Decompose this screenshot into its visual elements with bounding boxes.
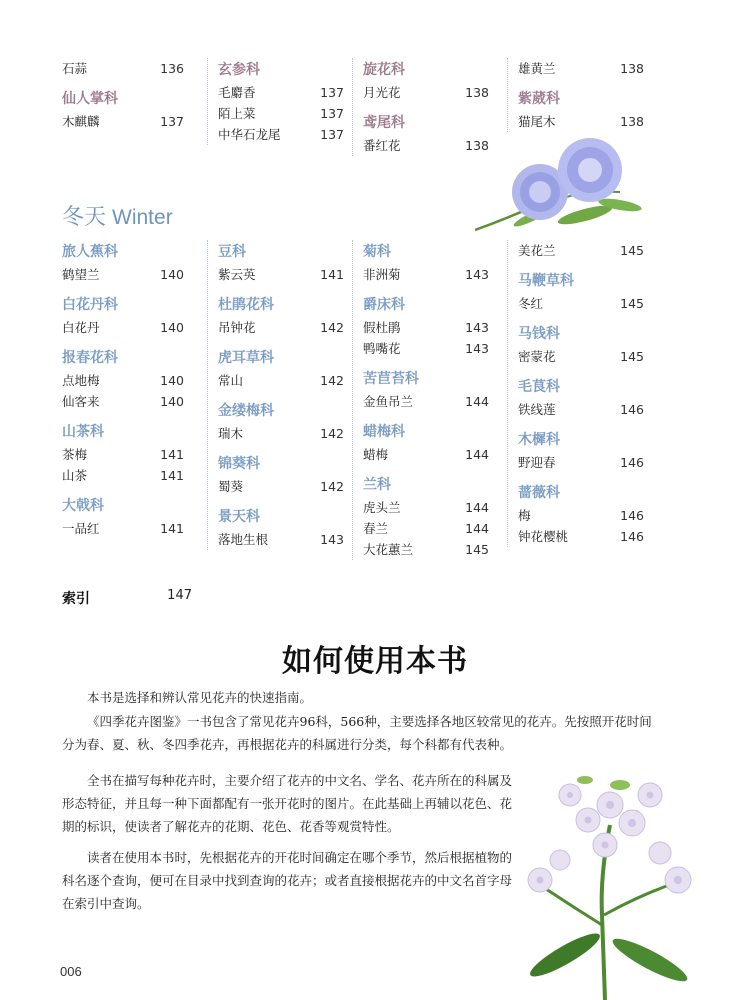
entry-name: 铁线莲 (518, 402, 556, 417)
family-heading: 旋花科 (363, 62, 405, 78)
toc-entry[interactable] (218, 82, 344, 103)
entry-name: 鹤望兰 (62, 267, 100, 282)
toc-entry[interactable] (218, 476, 344, 497)
family-heading: 毛茛科 (518, 379, 560, 395)
toc-entry[interactable] (62, 264, 184, 285)
entry-page: 138 (620, 114, 644, 129)
entry-page: 142 (320, 320, 344, 335)
entry-page: 144 (465, 521, 489, 536)
how-to-paragraph-3: 全书在描写每种花卉时，主要介绍了花卉的中文名、学名、花卉所在的科属及形态特征，并且每一种下面都配有一张开花时的图片。在此基础上再辅以花色、花期的标识，使读者了解花卉的花期、花色、花香等观赏特性。 (62, 773, 513, 834)
family-heading: 爵床科 (363, 297, 405, 313)
family-heading: 大戟科 (62, 498, 104, 514)
entry-page: 146 (620, 529, 644, 544)
entry-name: 石蒜 (62, 61, 88, 76)
family-heading: 马鞭草科 (518, 273, 574, 289)
entry-name: 猫尾木 (518, 114, 556, 129)
toc-entry[interactable] (363, 317, 489, 338)
entry-page: 138 (620, 61, 644, 76)
entry-name: 紫云英 (218, 267, 256, 282)
toc-column (507, 58, 652, 132)
family-heading: 豆科 (218, 244, 246, 260)
how-to-paragraph-4: 读者在使用本书时，先根据花卉的开花时间确定在哪个季节，然后根据植物的科名逐个查询，便可在目录中找到查询的花卉；或者直接根据花卉的中文名首字母在索引中查询。 (62, 850, 513, 911)
toc-entry[interactable] (363, 338, 489, 359)
entry-name: 金鱼吊兰 (363, 394, 414, 409)
how-to-title: 如何使用本书 (282, 644, 468, 679)
entry-name: 白花丹 (62, 320, 100, 335)
family-heading: 虎耳草科 (218, 350, 274, 366)
toc-column (207, 58, 352, 145)
index-label: 索引 (62, 591, 90, 607)
entry-name: 雄黄兰 (518, 61, 556, 76)
entry-page: 141 (160, 447, 184, 462)
family-heading: 马钱科 (518, 326, 560, 342)
toc-entry[interactable] (518, 58, 644, 79)
family-heading: 兰科 (363, 477, 391, 493)
toc-entry[interactable] (218, 103, 344, 124)
entry-page: 140 (160, 320, 184, 335)
toc-entry[interactable] (363, 391, 489, 412)
entry-page: 137 (320, 85, 344, 100)
family-heading: 仙人掌科 (62, 91, 118, 107)
toc-entry[interactable] (518, 111, 644, 132)
family-heading: 木樨科 (518, 432, 560, 448)
toc-entry[interactable] (363, 518, 489, 539)
family-heading: 山茶科 (62, 424, 104, 440)
family-heading: 鸢尾科 (363, 115, 405, 131)
entry-name: 常山 (218, 373, 244, 388)
scabiosa-flower-image (470, 130, 650, 235)
entry-name: 毛麝香 (218, 85, 256, 100)
entry-page: 143 (465, 341, 489, 356)
entry-page: 141 (160, 521, 184, 536)
entry-name: 吊钟花 (218, 320, 256, 335)
toc-entry[interactable] (218, 317, 344, 338)
entry-page: 138 (465, 85, 489, 100)
toc-entry[interactable] (363, 497, 489, 518)
toc-entry[interactable] (363, 444, 489, 465)
family-heading: 菊科 (363, 244, 391, 260)
toc-entry[interactable] (62, 444, 184, 465)
toc-column (207, 240, 352, 550)
family-heading: 苦苣苔科 (363, 371, 419, 387)
toc-entry[interactable] (518, 452, 644, 473)
entry-page: 142 (320, 373, 344, 388)
entry-page: 143 (465, 267, 489, 282)
toc-entry[interactable] (363, 82, 489, 103)
toc-column (352, 240, 497, 560)
entry-name: 茶梅 (62, 447, 88, 462)
family-heading: 旅人蕉科 (62, 244, 118, 260)
toc-entry[interactable] (218, 124, 344, 145)
entry-name: 密蒙花 (518, 349, 556, 364)
entry-name: 钟花樱桃 (518, 529, 569, 544)
toc-entry[interactable] (62, 391, 184, 412)
index-page: 147 (167, 588, 192, 603)
family-heading: 金缕梅科 (218, 403, 274, 419)
toc-entry[interactable] (518, 505, 644, 526)
entry-name: 梅 (518, 508, 531, 523)
family-heading: 蜡梅科 (363, 424, 405, 440)
entry-page: 145 (620, 349, 644, 364)
entry-page: 143 (465, 320, 489, 335)
entry-page: 145 (620, 243, 644, 258)
entry-page: 140 (160, 267, 184, 282)
toc-column (62, 58, 192, 132)
entry-page: 140 (160, 373, 184, 388)
entry-name: 山茶 (62, 468, 88, 483)
entry-name: 木麒麟 (62, 114, 100, 129)
entry-name: 点地梅 (62, 373, 100, 388)
entry-page: 136 (160, 61, 184, 76)
toc-entry[interactable] (62, 111, 184, 132)
entry-page: 146 (620, 455, 644, 470)
toc-entry[interactable] (218, 370, 344, 391)
toc-entry[interactable] (62, 370, 184, 391)
entry-name: 月光花 (363, 85, 401, 100)
entry-page: 144 (465, 500, 489, 515)
season-title-en: Winter (112, 206, 173, 229)
entry-name: 陌上菜 (218, 106, 256, 121)
entry-name: 中华石龙尾 (218, 127, 281, 142)
toc-entry[interactable] (218, 423, 344, 444)
family-heading: 锦葵科 (218, 456, 260, 472)
family-heading: 景天科 (218, 509, 260, 525)
page-number: 006 (60, 964, 82, 979)
family-heading: 杜鹃花科 (218, 297, 274, 313)
entry-name: 冬红 (518, 296, 544, 311)
toc-entry[interactable] (518, 293, 644, 314)
entry-name: 番红花 (363, 138, 401, 153)
how-to-paragraph-2: 《四季花卉图鉴》一书包含了常见花卉96科，566种，主要选择各地区较常见的花卉。先按照开花时间分为春、夏、秋、冬四季花卉，再根据花卉的科属进行分类，每个科都有代表种。 (62, 714, 652, 752)
entry-name: 美花兰 (518, 243, 556, 258)
toc-entry[interactable] (62, 518, 184, 539)
entry-page: 142 (320, 479, 344, 494)
soapwort-flower-image (510, 765, 710, 1000)
toc-entry[interactable] (62, 465, 184, 486)
entry-page: 145 (620, 296, 644, 311)
family-heading: 紫葳科 (518, 91, 560, 107)
entry-name: 野迎春 (518, 455, 556, 470)
entry-page: 143 (320, 532, 344, 547)
family-heading: 玄参科 (218, 62, 260, 78)
entry-page: 144 (465, 447, 489, 462)
toc-entry[interactable] (363, 264, 489, 285)
entry-page: 144 (465, 394, 489, 409)
entry-page: 146 (620, 508, 644, 523)
entry-name: 落地生根 (218, 532, 269, 547)
entry-page: 141 (320, 267, 344, 282)
family-heading: 白花丹科 (62, 297, 118, 313)
toc-entry[interactable] (518, 240, 644, 261)
index-entry[interactable] (62, 588, 192, 608)
family-heading: 报春花科 (62, 350, 118, 366)
entry-page: 137 (320, 127, 344, 142)
entry-page: 146 (620, 402, 644, 417)
entry-name: 春兰 (363, 521, 389, 536)
entry-name: 大花蕙兰 (363, 542, 414, 557)
how-to-paragraph-1: 本书是选择和辨认常见花卉的快速指南。 (87, 690, 313, 705)
entry-page: 145 (465, 542, 489, 557)
entry-page: 138 (465, 138, 489, 153)
toc-entry[interactable] (518, 346, 644, 367)
entry-page: 137 (320, 106, 344, 121)
season-title-cn: 冬天 (62, 205, 107, 230)
entry-page: 137 (160, 114, 184, 129)
entry-name: 鸭嘴花 (363, 341, 401, 356)
entry-page: 142 (320, 426, 344, 441)
toc-entry[interactable] (363, 539, 489, 560)
entry-page: 141 (160, 468, 184, 483)
entry-name: 非洲菊 (363, 267, 401, 282)
entry-name: 蜡梅 (363, 447, 389, 462)
toc-entry[interactable] (218, 264, 344, 285)
entry-name: 仙客来 (62, 394, 100, 409)
entry-name: 瑞木 (218, 426, 244, 441)
family-heading: 蔷薇科 (518, 485, 560, 501)
toc-column (62, 240, 192, 539)
toc-entry[interactable] (62, 317, 184, 338)
toc-entry[interactable] (518, 399, 644, 420)
toc-column (507, 240, 652, 547)
season-heading-winter (62, 200, 173, 231)
toc-entry[interactable] (62, 58, 184, 79)
entry-name: 蜀葵 (218, 479, 244, 494)
entry-name: 假杜鹃 (363, 320, 401, 335)
toc-entry[interactable] (518, 526, 644, 547)
entry-page: 140 (160, 394, 184, 409)
toc-entry[interactable] (218, 529, 344, 550)
entry-name: 一品红 (62, 521, 100, 536)
entry-name: 虎头兰 (363, 500, 401, 515)
